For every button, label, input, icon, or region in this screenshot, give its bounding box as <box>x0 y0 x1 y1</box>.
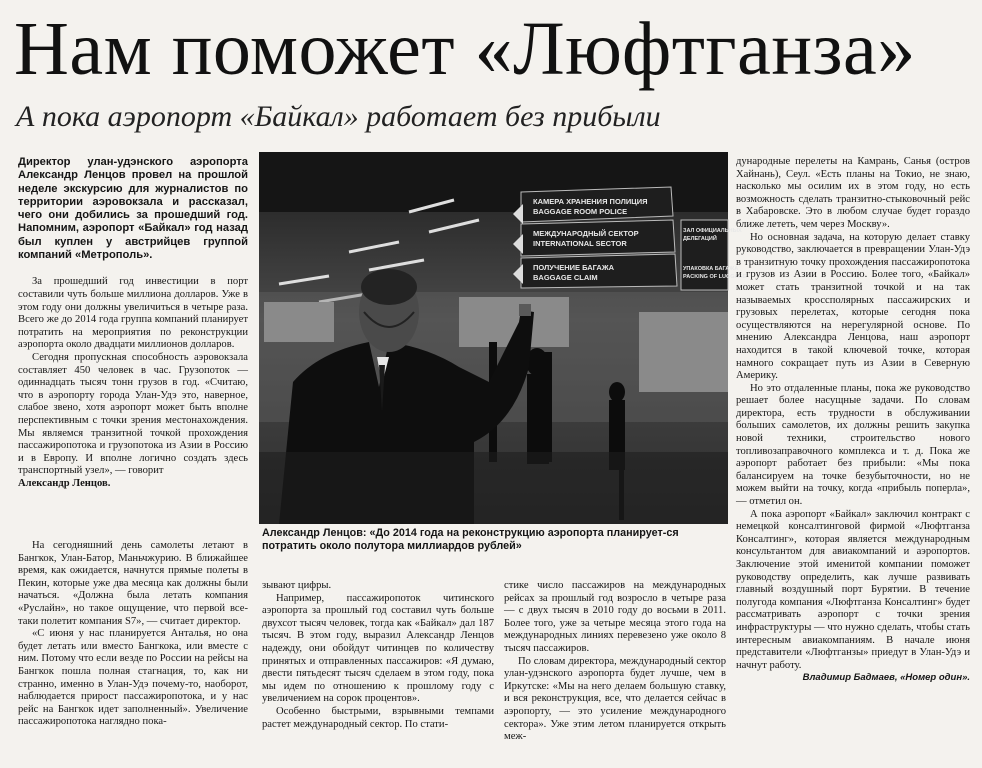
subheadline: А пока аэропорт «Байкал» работает без прибыли <box>16 100 661 133</box>
paragraph: По словам директора, международный сектор улан-удэнского аэропорта будет лучше, чем в Иркутске: «Мы на него делаем большую ставку, и вся реконструкция, все, что делается сейчас в аэропорту, — это усиление международного сектора». Уже этим летом планируется открыть меж- <box>504 655 726 743</box>
paragraph: На сегодняшний день самолеты летают в Бангкок, Улан-Батор, Маньчжурию. В ближайшее время, как ожидается, начнутся прямые полеты в Пекин, которые уже два месяца как должны были начаться. «Должна была летать компания «Руслайн», но такое ощущение, что первой все-таки полетит компания S7», — считает директор. <box>18 540 248 627</box>
sign-text: INTERNATIONAL SECTOR <box>533 239 627 248</box>
paragraph: «С июня у нас планируется Анталья, но она будет летать или вместо Бангкока, или вместе с ним. Потому что если везде по России на рейсы на Бангкок пошла полная стагнация, то, как ни странно, именно в Улан-Удэ почему-то, наоборот, наблюдается прирост пассажиропотока, и у нас рейс на Бангкок идет заполненный». Увеличение пассажиропотока наглядно пока- <box>18 628 248 728</box>
author-signature: Владимир Бадмаев, «Номер один». <box>802 672 970 684</box>
sign-text: УПАКОВКА БАГАЖА <box>683 266 739 272</box>
sign-text: КАМЕРА ХРАНЕНИЯ ПОЛИЦИЯ <box>533 197 648 206</box>
paragraph: Но это отдаленные планы, пока же руководство решает более насущные задачи. По словам директора, есть трудности в обслуживании больших самолетов, их должны решить закупка новой техники, строительство нового топливозаправочного комплекса и т. д. Пока же аэропорт работает без прибыли: «Мы пока балансируем на точке безубыточности, но не можем выйти на точку, когда «прибыль поперла», — отметил он. <box>736 382 970 508</box>
paragraph: Но основная задача, на которую делает ставку руководство, заключается в превращении Улан-Удэ в транзитную точку прохождения пассажиропотока и грузов из Азии в Россию. Более того, «Байкал» может стать транзитной точкой и на так называемых кроссполярных пассажирских и грузовых перелетах, которые сегодня пока осуществляются на нерегулярной основе. По мнению Александра Ленцова, наш аэропорт находится в такой ключевой точке, которая намного сокращает путь из Азии в Северную Америку. <box>736 231 970 382</box>
paragraph: За прошедший год инвестиции в порт составили чуть больше миллиона долларов. Уже в этом году они должны увеличиться в четыре раза. Всего же до 2014 года группа компаний планирует потратить на мероприятия по реконструкции аэропорта около двадцати миллионов долларов. <box>18 276 248 351</box>
photo-airport-director <box>259 152 747 524</box>
headline: Нам поможет «Люфтганза» <box>14 7 916 91</box>
sign-text: BAGGAGE ROOM POLICE <box>533 207 628 216</box>
lead-paragraph: Директор улан-удэнского аэропорта Александр Ленцов провел на прошлой неделе экскурсию для журналистов по территории аэровокзала и рассказал, чего они добились за прошедший год. Напомним, аэропорт «Байкал» год назад был куплен у австрийцев группой компаний «Метрополь». <box>18 156 248 262</box>
column-4 <box>736 156 970 766</box>
paragraph: зывают цифры. <box>262 580 332 591</box>
paragraph: Сегодня пропускная способность аэровокзала составляет 450 человек в час. Грузопоток — одиннадцать тысяч тонн грузов в год. «Считаю, что в аэропорту города Улан-Удэ это, наверное, слабое звено, хотя аэропорт может быть вполне перспективным с точки зрения местонахождения. Мы являемся транзитной точкой прохождения пассажиропотока и грузопотока из Азии в Россию и в Европу. И вполне логично создать здесь транспортный узел», — говорит <box>18 351 248 477</box>
column-1 <box>18 156 248 536</box>
paragraph: стике число пассажиров на международных рейсах за прошлый год возросло в четыре раза — с двух тысяч в 2010 году до восьми в 2011. Более того, уже за четыре месяца этого года на международных линиях перевезено уже около 8 тысяч пассажиров. <box>504 580 726 654</box>
paragraph: дународные перелеты на Камрань, Санья (остров Хайнань), Сеул. «Есть планы на Токио, не знаю, насколько мы осилим их в этом году, но есть возможность сделать транзитно-стыковочный рейс в Хабаровске. Это в любом случае будет гораздо ближе лететь, чем через Москву». <box>736 156 970 230</box>
photo-caption: Александр Ленцов: «До 2014 года на реконструкцию аэропорта планирует-ся потратить около полутора миллиардов рублей» <box>262 527 679 552</box>
paragraph: Например, пассажиропоток читинского аэропорта за прошлый год составил чуть больше двухсот тысяч человек, тогда как «Байкал» дал 187 тысяч. В этом году, выразил Александр Ленцов надежду, они обойдут читинцев по количеству принятых и отправленных пассажиров: «Я думаю, двести пятьдесят тысяч сделаем в этом году, пока мы идем по отношению к прошлому году с увеличением на сорок процентов». <box>262 592 494 705</box>
paragraph: А пока аэропорт «Байкал» заключил контракт с немецкой консалтинговой фирмой «Люфтганза Консалтинг», которая является международным консультантом для авиакомпаний и аэропортов. Заключение этой именитой компании поможет руководству определить, как лучше развивать главный воздушный порт Бурятии. В течение полугода компания «Люфтганза Консалтинг» будет рассматривать аэропорт с точки зрения инфраструктуры — что нужно сделать, чтобы стать интересным авиакомпаниям. В начале июня представители «Люфтганзы» приедут в Улан-Удэ и начнут работу. <box>736 508 970 671</box>
sign-text: ДЕЛЕГАЦИЙ <box>683 236 717 242</box>
paragraph: Особенно быстрыми, взрывными темпами растет международный сектор. По стати- <box>262 705 494 730</box>
sign-text: ЗАЛ ОФИЦИАЛЬНЫХ <box>683 228 742 234</box>
paragraph: Александр Ленцов. <box>18 477 111 489</box>
sign-text: ПОЛУЧЕНИЕ БАГАЖА <box>533 263 615 272</box>
column-1-bottom <box>18 540 248 766</box>
column-3 <box>504 580 726 766</box>
sign-text: МЕЖДУНАРОДНЫЙ СЕКТОР <box>533 229 639 238</box>
sign-text: BAGGAGE CLAIM <box>533 273 598 282</box>
column-2 <box>262 580 494 766</box>
sign-text: PACKING OF LUGGAGE <box>683 274 747 280</box>
